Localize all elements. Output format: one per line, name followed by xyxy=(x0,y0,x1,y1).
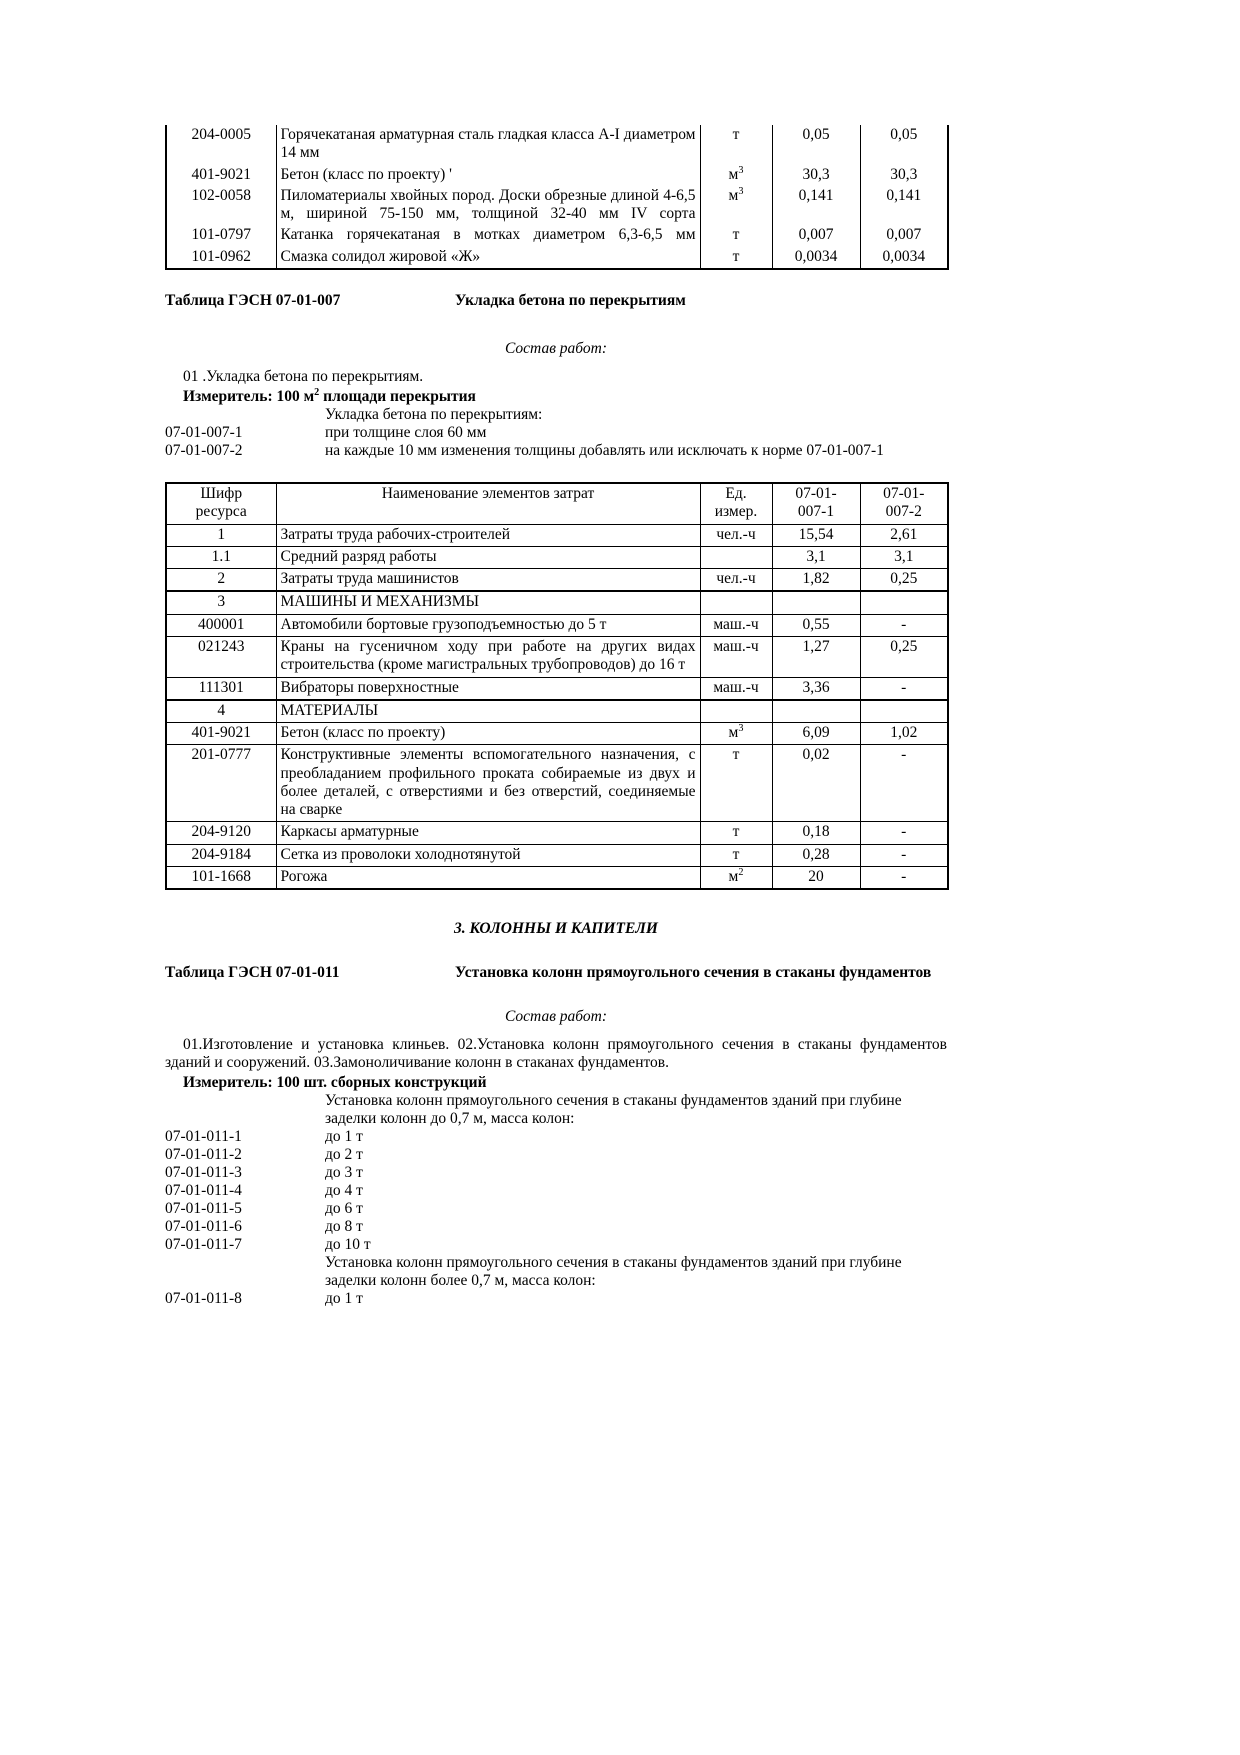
norm-code: 07-01-007-2 xyxy=(165,441,243,459)
cell-code: 204-0005 xyxy=(166,125,276,165)
cell-code: 401-9021 xyxy=(166,723,276,745)
cell-name: Конструктивные элементы вспомогательного назначения, с преобладанием профильного проката собираемые из двух и более деталей, с отверстиями и без отверстий, соединяемые на сварке xyxy=(276,745,700,822)
cell-code: 101-1668 xyxy=(166,867,276,890)
cell-value-2: 0,25 xyxy=(860,569,948,592)
cell-value-2: 1,02 xyxy=(860,723,948,745)
table-row xyxy=(166,745,948,822)
group-caption-code-blank xyxy=(165,406,325,424)
norm-desc: до 8 т xyxy=(325,1218,363,1236)
cell-code: 4 xyxy=(166,700,276,723)
norm-code-row xyxy=(165,1236,947,1254)
group-caption-code-blank xyxy=(165,1254,325,1290)
group-caption-011-a xyxy=(165,1092,947,1128)
cell-unit: $м^3$ xyxy=(700,165,772,186)
cell-value-1: 0,02 xyxy=(772,745,860,822)
sostav-rabot-text-011: 01.Изготовление и установка клиньев. 02.Установка колонн прямоугольного сечения в стаканы фундаментов зданий и сооружений. 03.Замоноличивание колонн в стаканах фундаментов. xyxy=(165,1036,947,1072)
cell-value-1: 30,3 xyxy=(772,165,860,186)
group-caption-007 xyxy=(165,406,947,424)
table-row xyxy=(166,844,948,866)
resource-table-continued xyxy=(165,125,949,270)
cell-value-2: - xyxy=(860,844,948,866)
cell-code: 101-0797 xyxy=(166,225,276,246)
cell-value-1: 0,0034 xyxy=(772,247,860,269)
cell-value-2: - xyxy=(860,677,948,700)
cell-value-1 xyxy=(772,700,860,723)
cell-value-1: 0,55 xyxy=(772,614,860,636)
table-row xyxy=(166,569,948,592)
norm-code: 07-01-011-6 xyxy=(165,1218,242,1236)
cell-code: 201-0777 xyxy=(166,745,276,822)
cell-unit: $м^3$ xyxy=(700,723,772,745)
cell-value-1: 0,18 xyxy=(772,822,860,844)
cell-name: Пиломатериалы хвойных пород. Доски обрезные длиной 4-6,5 м, шириной 75-150 мм, толщиной 32-40 мм IV сорта xyxy=(276,186,700,226)
sostav-rabot-label-007: Состав работ: xyxy=(504,339,607,357)
cell-value-1: 6,09 xyxy=(772,723,860,745)
cell-value-2: 0,25 xyxy=(860,636,948,677)
cell-value-1: 3,36 xyxy=(772,677,860,700)
norm-code: 07-01-007-1 xyxy=(165,423,243,441)
table-body xyxy=(166,524,948,889)
document-page xyxy=(165,0,947,1308)
sostav-rabot-text-007: 01 .Укладка бетона по перекрытиям. xyxy=(183,367,424,385)
norm-code-row xyxy=(165,1128,947,1146)
cell-name: Вибраторы поверхностные xyxy=(276,677,700,700)
cell-code: 3 xyxy=(166,591,276,614)
cell-name: Бетон (класс по проекту) ' xyxy=(276,165,700,186)
norm-code-list-b xyxy=(165,1290,947,1308)
cell-value-2: - xyxy=(860,867,948,890)
cell-name: Автомобили бортовые грузоподъемностью до 5 т xyxy=(276,614,700,636)
group-caption-text: Установка колонн прямоугольного сечения в стаканы фундаментов зданий при глубине заделки колонн до 0,7 м, масса колон: xyxy=(325,1092,902,1128)
cell-name: Смазка солидол жировой «Ж» xyxy=(276,247,700,269)
norm-code-row xyxy=(165,1290,947,1308)
table-row xyxy=(166,677,948,700)
table-row xyxy=(166,524,948,546)
table-row xyxy=(166,700,948,723)
cell-name: МАТЕРИАЛЫ xyxy=(276,700,700,723)
cell-name: Рогожа xyxy=(276,867,700,890)
table-row xyxy=(166,165,948,186)
table-011-title: Установка колонн прямоугольного сечения в стаканы фундаментов xyxy=(455,964,932,982)
cell-value-2: 0,0034 xyxy=(860,247,948,269)
norm-code-row xyxy=(165,1218,947,1236)
norm-desc: до 1 т xyxy=(325,1290,363,1308)
table-head xyxy=(166,483,948,524)
cell-value-1: 1,82 xyxy=(772,569,860,592)
cell-code: 021243 xyxy=(166,636,276,677)
header-code: Шифр ресурса xyxy=(166,483,276,524)
cell-value-2: 0,141 xyxy=(860,186,948,226)
norm-desc: до 4 т xyxy=(325,1182,363,1200)
table-011-label: Таблица ГЭСН 07-01-011 xyxy=(165,964,340,982)
norm-code: 07-01-011-2 xyxy=(165,1146,242,1164)
cell-code: 1.1 xyxy=(166,546,276,568)
cell-code: 400001 xyxy=(166,614,276,636)
table-row xyxy=(166,723,948,745)
cell-name: Бетон (класс по проекту) xyxy=(276,723,700,745)
cell-name: Сетка из проволоки холоднотянутой xyxy=(276,844,700,866)
header-unit: Ед. измер. xyxy=(700,483,772,524)
norm-code: 07-01-011-5 xyxy=(165,1200,242,1218)
header-value-1: 07-01- 007-1 xyxy=(772,483,860,524)
cell-value-1: 15,54 xyxy=(772,524,860,546)
norm-code-row xyxy=(165,1182,947,1200)
group-caption-code-blank xyxy=(165,1092,325,1128)
cell-unit: чел.-ч xyxy=(700,569,772,592)
norm-code: 07-01-011-1 xyxy=(165,1128,242,1146)
cell-name: Катанка горячекатаная в мотках диаметром 6,3-6,5 мм xyxy=(276,225,700,246)
cell-name: Средний разряд работы xyxy=(276,546,700,568)
table-row xyxy=(166,636,948,677)
cell-code: 401-9021 xyxy=(166,165,276,186)
header-value-2: 07-01- 007-2 xyxy=(860,483,948,524)
cell-unit: т xyxy=(700,247,772,269)
cell-unit xyxy=(700,591,772,614)
resource-table-007 xyxy=(165,482,949,890)
sostav-rabot-label-011: Состав работ: xyxy=(504,1008,607,1026)
cell-value-2 xyxy=(860,591,948,614)
table-007-label: Таблица ГЭСН 07-01-007 xyxy=(165,291,341,309)
table-row xyxy=(166,546,948,568)
section-3-title: 3. КОЛОННЫ И КАПИТЕЛИ xyxy=(454,920,658,938)
cell-value-1: 0,007 xyxy=(772,225,860,246)
cell-unit: т xyxy=(700,745,772,822)
norm-code: 07-01-011-4 xyxy=(165,1182,242,1200)
table-row xyxy=(166,591,948,614)
table-row xyxy=(166,186,948,226)
cell-value-2: - xyxy=(860,614,948,636)
cell-value-2: 3,1 xyxy=(860,546,948,568)
izmeritel-suffix: площади перекрытия xyxy=(319,387,476,405)
cell-code: 102-0058 xyxy=(166,186,276,226)
norm-desc: при толщине слоя 60 мм xyxy=(325,423,487,441)
norm-code-row xyxy=(165,442,947,460)
table-body xyxy=(166,125,948,269)
cell-unit xyxy=(700,700,772,723)
cell-value-1 xyxy=(772,591,860,614)
cell-value-1: 0,141 xyxy=(772,186,860,226)
cell-unit: $м^2$ xyxy=(700,867,772,890)
cell-value-2: - xyxy=(860,822,948,844)
cell-unit: маш.-ч xyxy=(700,636,772,677)
cell-name: Каркасы арматурные xyxy=(276,822,700,844)
table-header-row xyxy=(166,483,948,524)
norm-code-list-a xyxy=(165,1128,947,1254)
cell-code: 1 xyxy=(166,524,276,546)
cell-name xyxy=(276,125,700,165)
table-row xyxy=(166,247,948,269)
cell-value-1: 20 xyxy=(772,867,860,890)
table-row xyxy=(166,614,948,636)
cell-name: Затраты труда машинистов xyxy=(276,569,700,592)
cell-code: 204-9184 xyxy=(166,844,276,866)
cell-unit: т xyxy=(700,844,772,866)
table-row xyxy=(166,867,948,890)
cell-unit: т xyxy=(700,225,772,246)
table-007-title: Укладка бетона по перекрытиям xyxy=(455,291,686,309)
norm-code-row xyxy=(165,424,947,442)
cell-code: 204-9120 xyxy=(166,822,276,844)
cell-code: 2 xyxy=(166,569,276,592)
izmeritel-011: Измеритель: 100 шт. сборных конструкций xyxy=(183,1074,487,1092)
cell-name: Затраты труда рабочих-строителей xyxy=(276,524,700,546)
norm-code: 07-01-011-8 xyxy=(165,1290,242,1308)
cell-value-2: - xyxy=(860,745,948,822)
cell-name: МАШИНЫ И МЕХАНИЗМЫ xyxy=(276,591,700,614)
izmeritel-prefix: Измеритель: 100 м xyxy=(183,387,315,405)
cell-value-1: 1,27 xyxy=(772,636,860,677)
norm-desc: до 1 т xyxy=(325,1128,363,1146)
group-caption-011-b xyxy=(165,1254,947,1290)
cell-unit xyxy=(700,546,772,568)
cell-name-text: Горячекатаная арматурная сталь гладкая класса А-I диаметром 14 мм xyxy=(280,126,696,162)
cell-name: Краны на гусеничном ходу при работе на других видах строительства (кроме магистральных трубопроводов) до 16 т xyxy=(276,636,700,677)
table-011-heading xyxy=(165,964,947,982)
norm-desc: до 2 т xyxy=(325,1146,363,1164)
norm-desc: до 6 т xyxy=(325,1200,363,1218)
group-caption-text: Установка колонн прямоугольного сечения в стаканы фундаментов зданий при глубине заделки колонн более 0,7 м, масса колон: xyxy=(325,1254,902,1290)
norm-code-row xyxy=(165,1146,947,1164)
table-row xyxy=(166,125,948,165)
cell-value-1: 3,1 xyxy=(772,546,860,568)
cell-unit: т xyxy=(700,822,772,844)
izmeritel-superscript: 2 xyxy=(314,386,320,398)
cell-value-1: 0,05 xyxy=(772,125,860,165)
cell-unit: т xyxy=(700,125,772,165)
norm-desc: на каждые 10 мм изменения толщины добавлять или исключать к норме 07-01-007-1 xyxy=(325,441,884,459)
cell-unit: маш.-ч xyxy=(700,677,772,700)
table-007-heading xyxy=(165,292,947,310)
norm-code-row xyxy=(165,1200,947,1218)
norm-desc: до 10 т xyxy=(325,1236,371,1254)
cell-value-2: 0,007 xyxy=(860,225,948,246)
table-row xyxy=(166,822,948,844)
cell-value-2: 2,61 xyxy=(860,524,948,546)
cell-value-2 xyxy=(860,700,948,723)
cell-code: 101-0962 xyxy=(166,247,276,269)
header-name: Наименование элементов затрат xyxy=(276,483,700,524)
norm-code: 07-01-011-3 xyxy=(165,1164,242,1182)
cell-code: 111301 xyxy=(166,677,276,700)
cell-unit: $м^3$ xyxy=(700,186,772,226)
cell-unit: маш.-ч xyxy=(700,614,772,636)
table-row xyxy=(166,225,948,246)
cell-value-2: 0,05 xyxy=(860,125,948,165)
cell-value-2: 30,3 xyxy=(860,165,948,186)
norm-code: 07-01-011-7 xyxy=(165,1236,242,1254)
norm-desc: до 3 т xyxy=(325,1164,363,1182)
cell-value-1: 0,28 xyxy=(772,844,860,866)
group-caption-text: Укладка бетона по перекрытиям: xyxy=(325,405,543,423)
cell-unit: чел.-ч xyxy=(700,524,772,546)
izmeritel-007 xyxy=(165,388,947,406)
norm-code-row xyxy=(165,1164,947,1182)
